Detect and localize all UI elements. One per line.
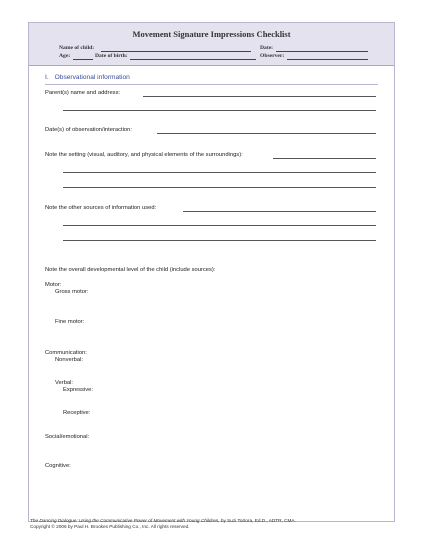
age-field[interactable] xyxy=(73,59,93,60)
book-author: by Suzi Tortora, Ed.D., ADTR, CMA. xyxy=(219,518,296,523)
observer-label: Observer: xyxy=(260,53,285,59)
nonverbal-label: Nonverbal: xyxy=(55,357,84,363)
sources-field-line-3[interactable] xyxy=(63,240,376,241)
footer-copyright: Copyright © 2006 by Paul H. Brookes Publishing Co., Inc. All rights reserved. xyxy=(30,524,190,529)
setting-field-line-2[interactable] xyxy=(63,172,376,173)
verbal-label: Verbal: xyxy=(55,380,74,386)
name-of-child-field[interactable] xyxy=(101,51,251,52)
gross-motor-label: Gross motor: xyxy=(55,289,89,295)
setting-field-line-3[interactable] xyxy=(63,187,376,188)
parents-field[interactable] xyxy=(143,96,376,97)
section-heading xyxy=(45,74,130,81)
sources-field-line-2[interactable] xyxy=(63,225,376,226)
communication-label: Communication: xyxy=(45,350,87,356)
motor-label: Motor: xyxy=(45,282,62,288)
date-of-birth-label: Date of birth: xyxy=(95,53,128,59)
setting-label: Note the setting (visual, auditory, and physical elements of the surroundings): xyxy=(45,152,243,158)
fine-motor-label: Fine motor: xyxy=(55,319,85,325)
name-of-child-label: Name of child: xyxy=(59,45,95,51)
setting-field[interactable] xyxy=(273,158,376,159)
social-emotional-label: Social/emotional: xyxy=(45,434,90,440)
parents-field-line-2[interactable] xyxy=(63,110,376,111)
date-label: Date: xyxy=(260,45,274,51)
section-number: I. xyxy=(45,74,49,81)
date-of-birth-field[interactable] xyxy=(130,59,256,60)
dev-level-label: Note the overall developmental level of the child (include sources): xyxy=(45,267,216,273)
book-title: The Dancing Dialogue: Using the Communicative Power of Movement with Young Children, xyxy=(30,518,220,523)
cognitive-label: Cognitive: xyxy=(45,463,71,469)
section-divider xyxy=(45,84,378,85)
section-title: Observational information xyxy=(54,74,130,81)
parents-label: Parent(s) name and address: xyxy=(45,90,121,96)
date-field[interactable] xyxy=(276,51,368,52)
sources-label: Note the other sources of information used: xyxy=(45,205,157,211)
dates-label: Date(s) of observation/interaction: xyxy=(45,127,132,133)
sources-field[interactable] xyxy=(183,211,376,212)
age-label: Age: xyxy=(59,53,71,59)
observer-field[interactable] xyxy=(287,59,368,60)
form-header xyxy=(29,23,394,66)
expressive-label: Expressive: xyxy=(63,387,93,393)
checklist-page xyxy=(28,22,395,522)
dates-field[interactable] xyxy=(157,133,376,134)
form-title: Movement Signature Impressions Checklist xyxy=(132,29,291,39)
footer xyxy=(30,518,296,530)
receptive-label: Receptive: xyxy=(63,410,91,416)
